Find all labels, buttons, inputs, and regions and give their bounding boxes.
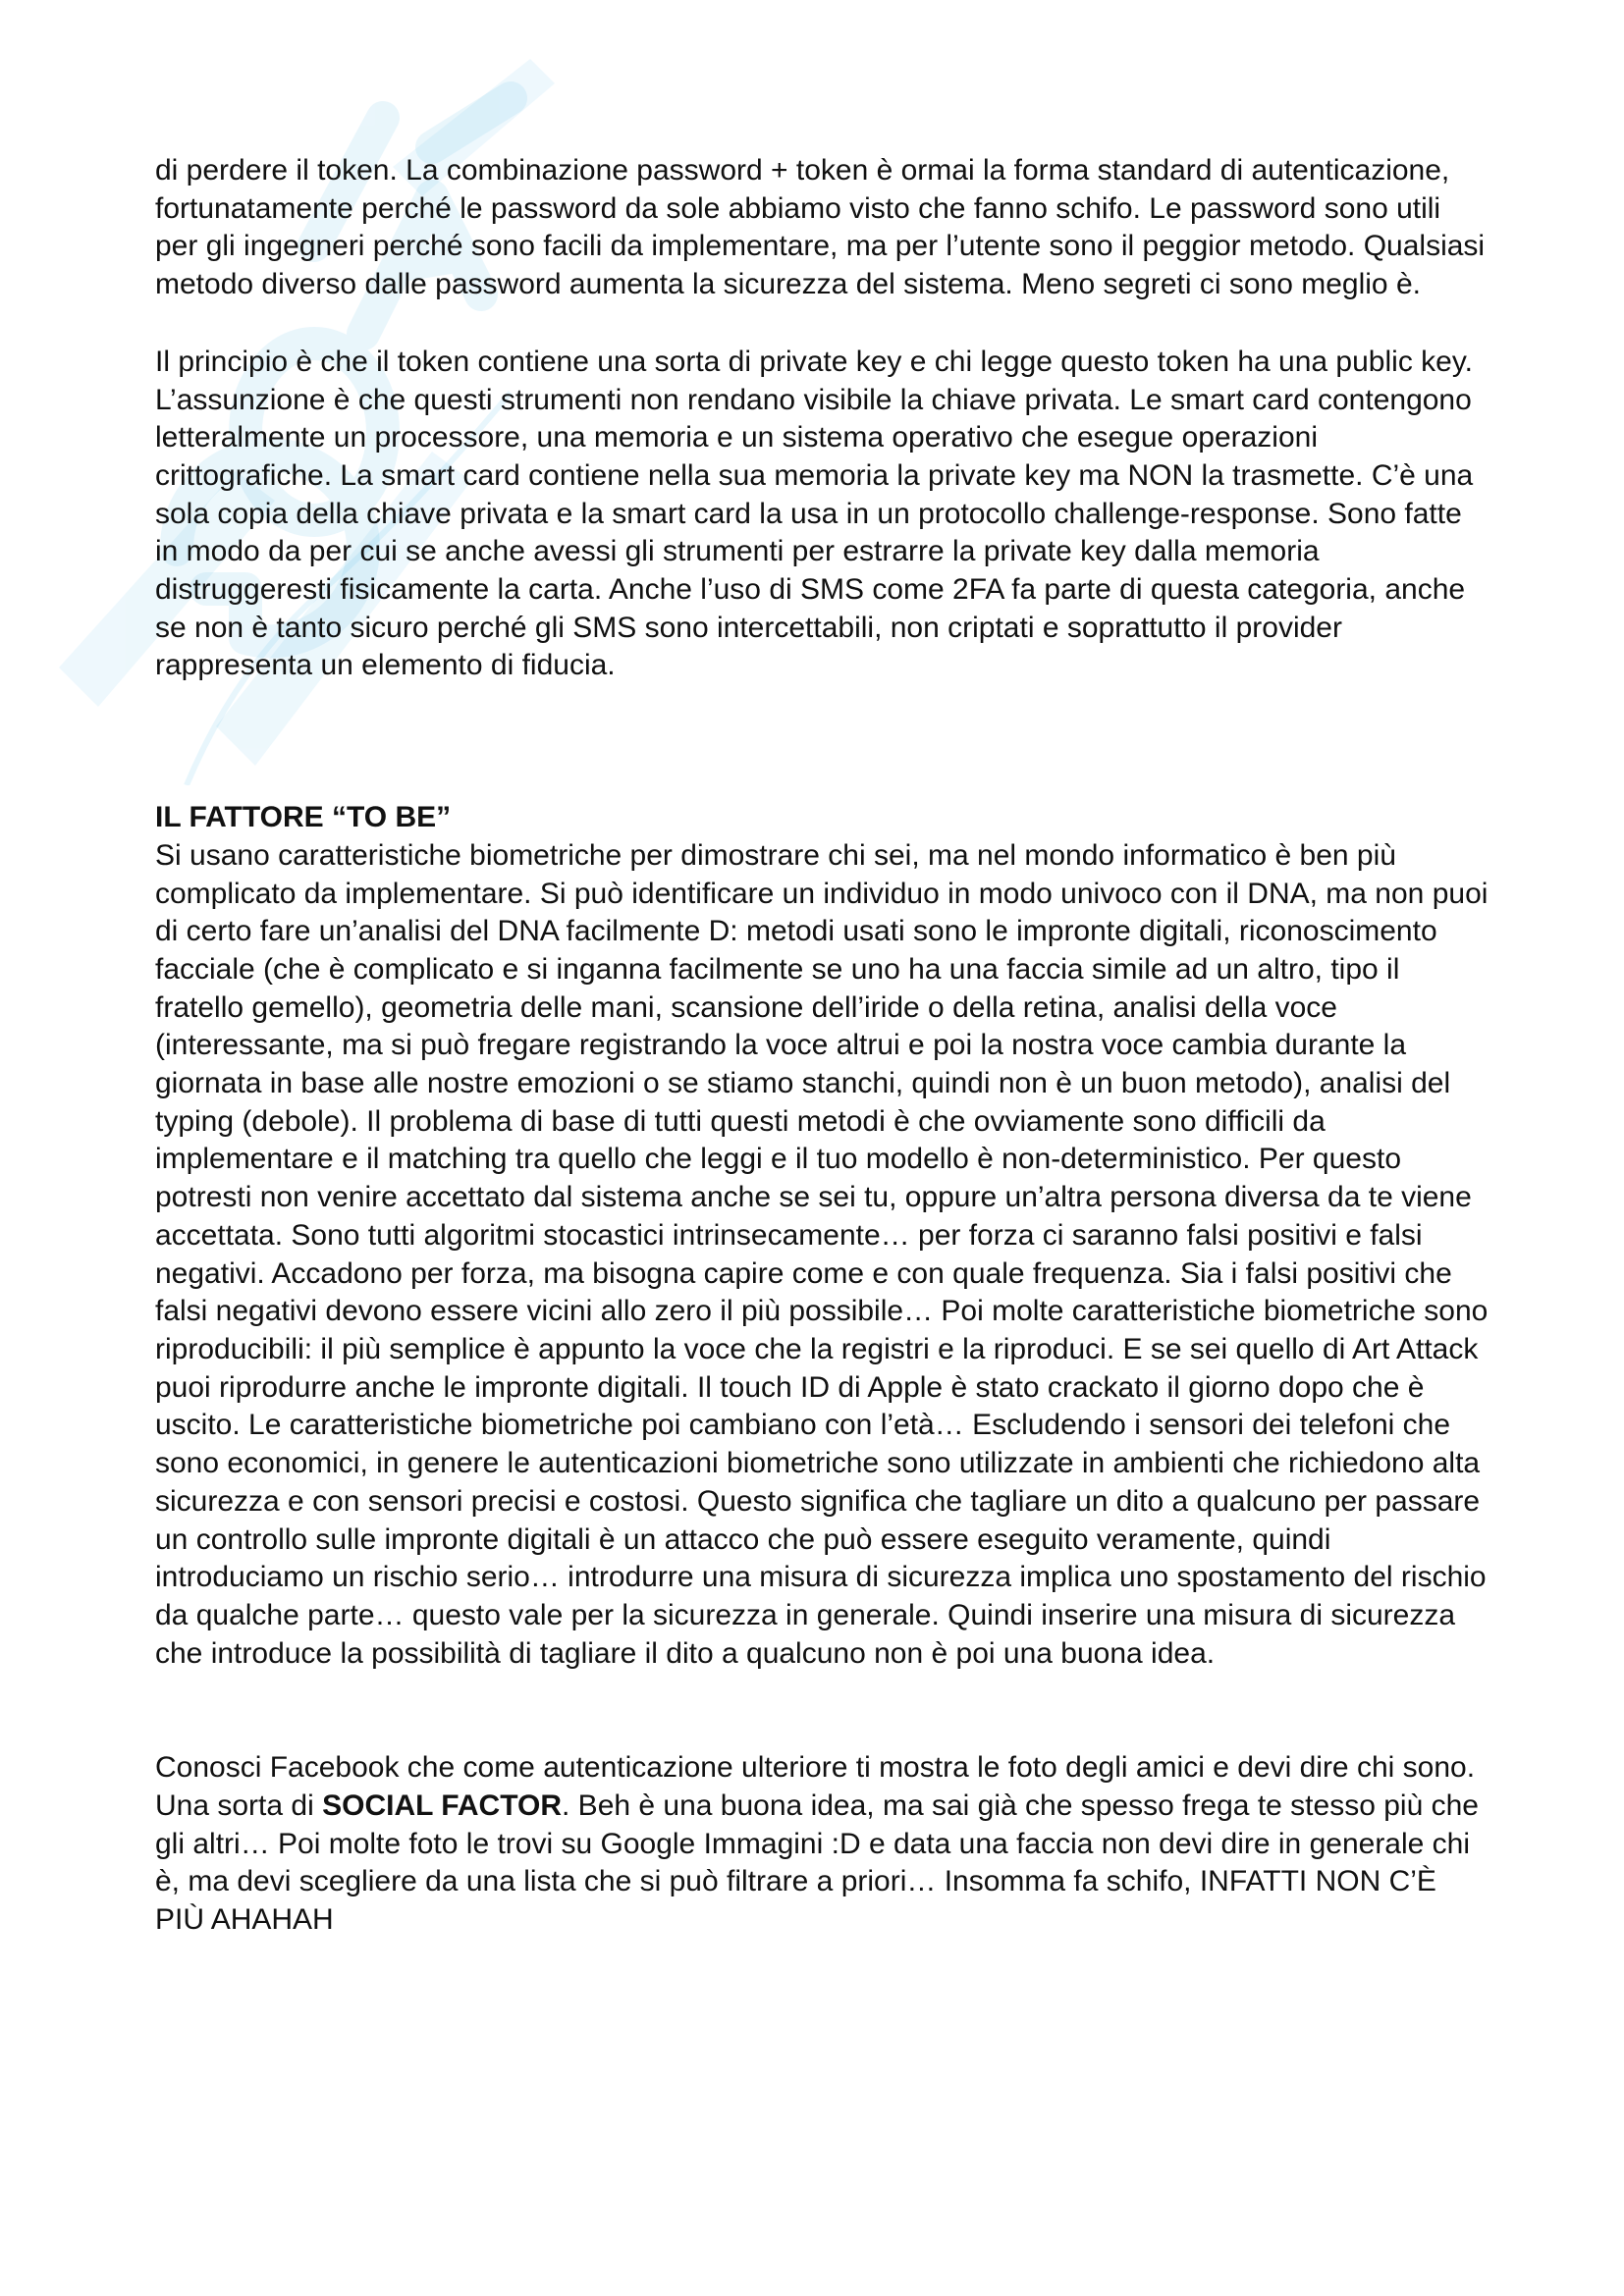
- paragraph-social-factor-end: . Beh è una buona idea, ma sai già che spesso frega te stesso più che gli altri… Poi molte foto le trovi su Google Immagini :D e data una faccia non devi dire in generale chi è, ma devi scegliere da una lista che si può filtrare a priori… Insomma fa schifo, INFATTI NON C’È PIÙ AHAHAH: [155, 1789, 1479, 1937]
- paragraph-token: di perdere il token. La combinazione password + token è ormai la forma standard di autenticazione, fortunatamente perché le password da sole abbiamo visto che fanno schifo. Le password sono utili per gli ingegneri perché sono facili da implementare, ma per l’utente sono il peggior metodo. Qualsiasi metodo diverso dalle password aumenta la sicurezza del sistema. Meno segreti ci sono meglio è.: [155, 154, 1486, 301]
- document-page: [155, 152, 1490, 1940]
- paragraph-social-factor: [155, 1749, 1490, 1940]
- spacer: [155, 304, 1490, 344]
- paragraph-smart-card: Il principio è che il token contiene una sorta di private key e chi legge questo token ha una public key. L’assunzione è che questi strumenti non rendano visibile la chiave privata. Le smart card contengono letteralmente un processore, una memoria e un sistema operativo che esegue operazioni crittografiche. La smart card contiene nella sua memoria la private key ma NON la trasmette. C’è una sola copia della chiave privata e la smart card la usa in un protocollo challenge-response. Sono fatte in modo da per cui se anche avessi gli strumenti per estrarre la private key dalla memoria distruggeresti fisicamente la carta. Anche l’uso di SMS come 2FA fa parte di questa categoria, anche se non è tanto sicuro perché gli SMS sono intercettabili, non criptati e soprattutto il provider rappresenta un elemento di fiducia.: [155, 345, 1474, 682]
- spacer: [155, 685, 1490, 799]
- paragraph-biometrics: Si usano caratteristiche biometriche per dimostrare chi sei, ma nel mondo informatico è ben più complicato da implementare. Si può identificare un individuo in modo univoco con il DNA, ma non puoi di certo fare un’analisi del DNA facilmente D: metodi usati sono le impronte digitali, riconoscimento facciale (che è complicato e si inganna facilmente se uno ha una faccia simile ad un altro, tipo il fratello gemello), geometria delle mani, scansione dell’iride o della retina, analisi della voce (interessante, ma si può fregare registrando la voce altrui e poi la nostra voce cambia durante la giornata in base alle nostre emozioni o se stiamo stanchi, quindi non è un buon metodo), analisi del typing (debole). Il problema di base di tutti questi metodi è che ovviamente sono difficili da implementare e il matching tra quello che leggi e il tuo modello è non-deterministico. Per questo potresti non venire accettato dal sistema anche se sei tu, oppure un’altra persona diversa da te viene accettata. Sono tutti algoritmi stocastici intrinsecamente… per forza ci saranno falsi positivi e falsi negativi. Accadono per forza, ma bisogna capire come e con quale frequenza. Sia i falsi positivi che falsi negativi devono essere vicini allo zero il più possibile… Poi molte caratteristiche biometriche sono riproducibili: il più semplice è appunto la voce che la registri e la riproduci. E se sei quello di Art Attack puoi riprodurre anche le impronte digitali. Il touch ID di Apple è stato crackato il giorno dopo che è uscito. Le caratteristiche biometriche poi cambiano con l’età… Escludendo i sensori dei telefoni che sono economici, in genere le autenticazioni biometriche sono utilizzate in ambienti che richiedono alta sicurezza e con sensori precisi e costosi. Questo significa che tagliare un dito a qualcuno per passare un controllo sulle impronte digitali è un attacco che può essere eseguito veramente, quindi introduciamo un rischio serio… introdurre una misura di sicurezza implica uno spostamento del rischio da qualche parte… questo vale per la sicurezza in generale. Quindi inserire una misura di sicurezza che introduce la possibilità di tagliare il dito a qualcuno non è poi una buona idea.: [155, 838, 1489, 1670]
- social-factor-term: SOCIAL FACTOR: [322, 1789, 563, 1823]
- paragraph-social-factor-start: Conosci Facebook che come autenticazione ulteriore ti mostra le foto degli amici e devi dire chi sono. Una sorta di: [155, 1751, 1476, 1823]
- spacer: [155, 1673, 1490, 1749]
- section-heading-to-be: IL FATTORE “TO BE”: [155, 801, 452, 834]
